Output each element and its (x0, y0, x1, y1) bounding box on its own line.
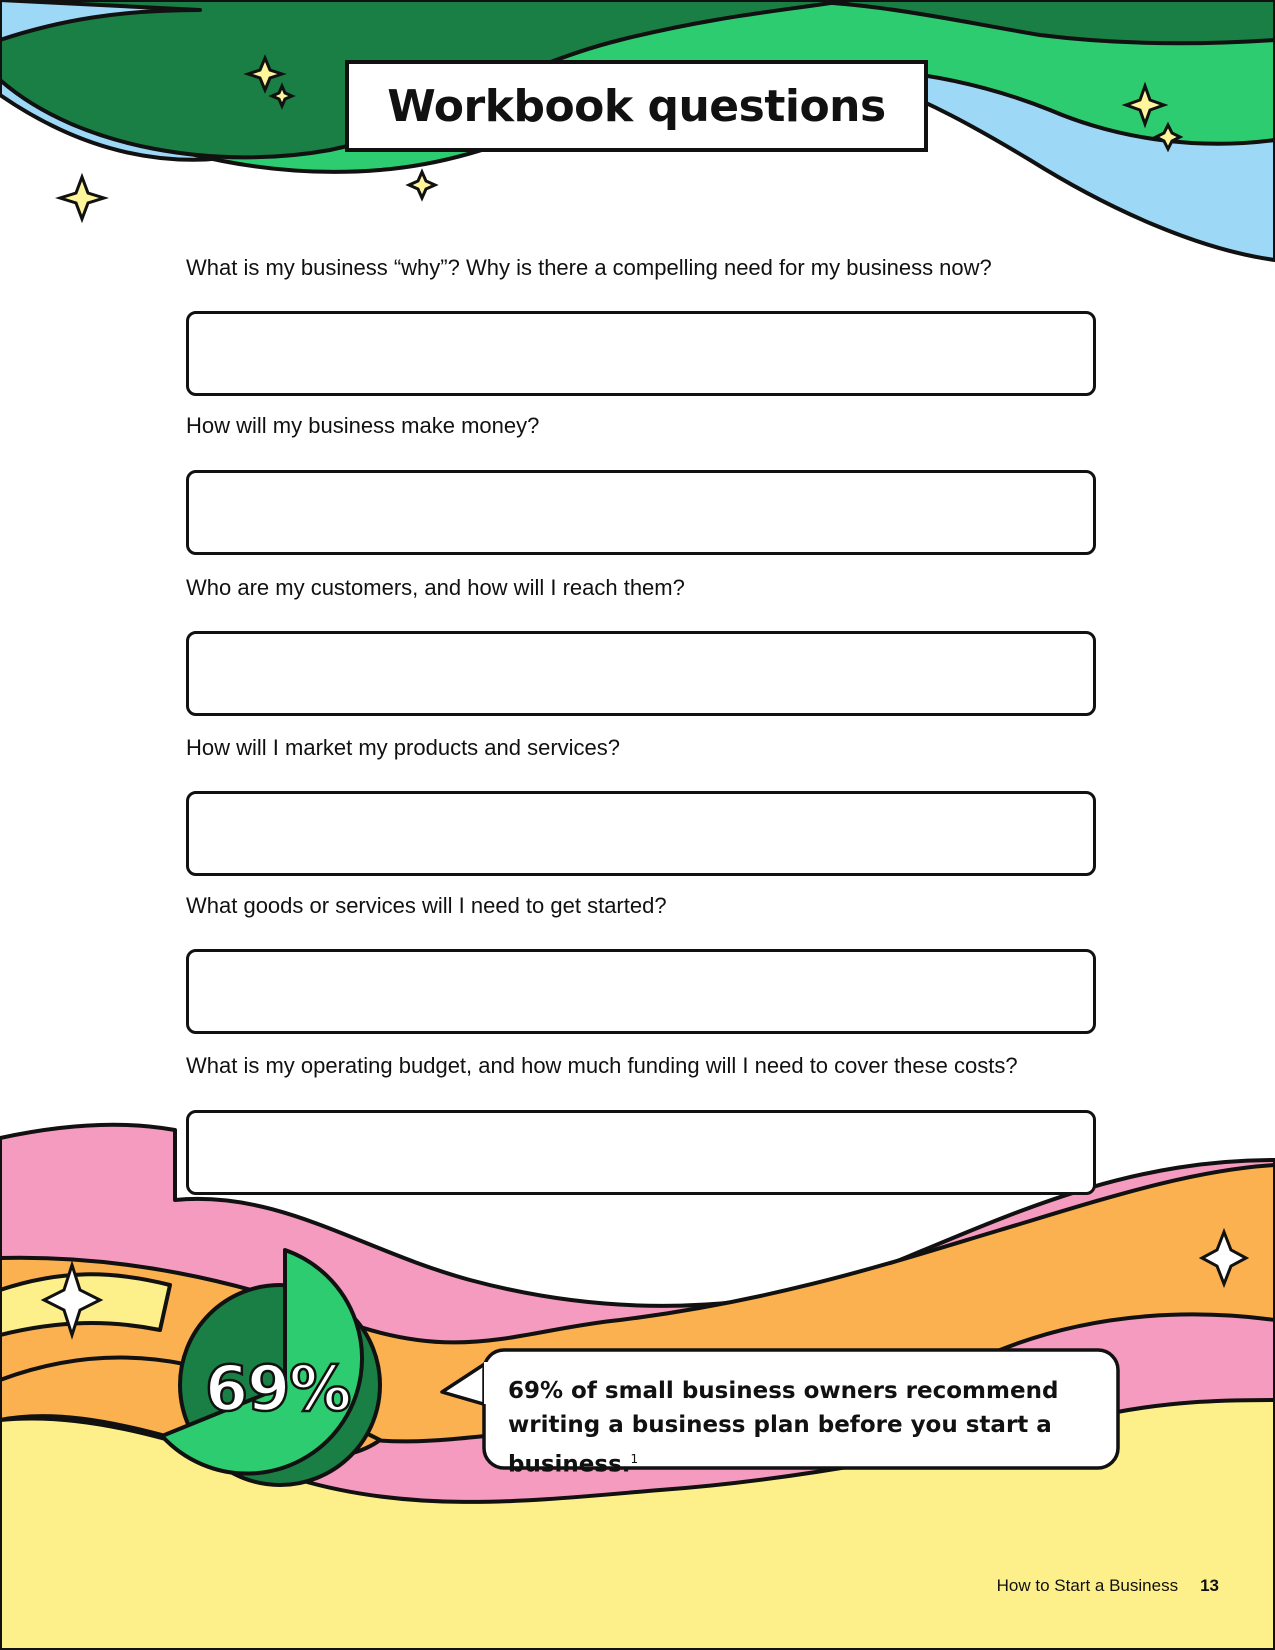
question-label: What goods or services will I need to get started? (186, 893, 667, 918)
question-label: What is my business “why”? Why is there a compelling need for my business now? (186, 255, 992, 280)
question-label: How will I market my products and services? (186, 735, 621, 760)
answer-box[interactable] (186, 791, 1096, 876)
question-label: Who are my customers, and how will I reach them? (186, 575, 685, 600)
page-title: Workbook questions (387, 80, 886, 132)
page-number: 13 (1200, 1576, 1219, 1595)
stat-callout (508, 1374, 1098, 1482)
footer-doc-title: How to Start a Business (996, 1576, 1179, 1595)
question-label: What is my operating budget, and how much funding will I need to cover these costs? (186, 1053, 1018, 1078)
answer-box[interactable] (186, 1110, 1096, 1195)
answer-box[interactable] (186, 631, 1096, 716)
page-title-box (345, 60, 928, 152)
answer-box[interactable] (186, 311, 1096, 396)
footnote-marker: 1 (630, 1452, 639, 1466)
answer-box[interactable] (186, 470, 1096, 555)
question-label: How will my business make money? (186, 413, 540, 438)
stat-percent: 69% (205, 1352, 351, 1425)
page-footer (997, 1576, 1219, 1596)
stat-callout-text: 69% of small business owners recommend writing a business plan before you start a business. (508, 1378, 1059, 1478)
answer-box[interactable] (186, 949, 1096, 1034)
